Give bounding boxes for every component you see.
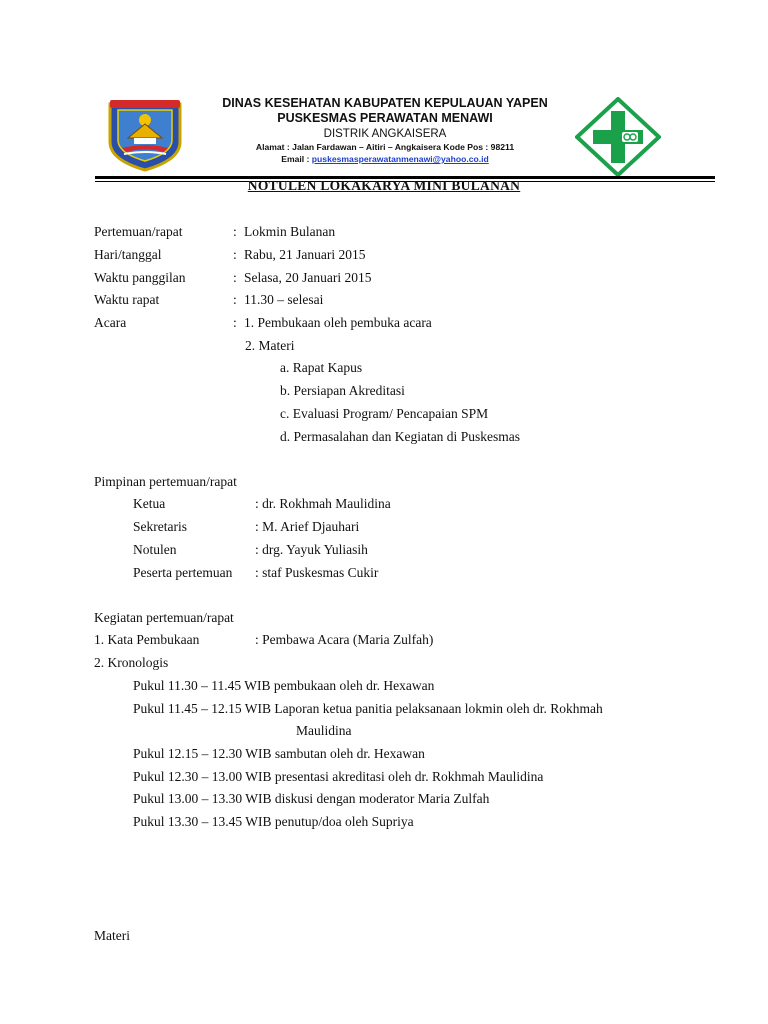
agency-name: DINAS KESEHATAN KABUPATEN KEPULAUAN YAPEN xyxy=(222,96,548,110)
info-colon: : xyxy=(233,315,237,330)
info-colon: : xyxy=(233,247,237,262)
agenda-subitem: c. Evaluasi Program/ Pencapaian SPM xyxy=(280,406,489,421)
leader-role: Sekretaris xyxy=(133,519,187,534)
chronology-label: 2. Kronologis xyxy=(94,655,169,670)
leader-name: : M. Arief Djauhari xyxy=(255,519,360,534)
chronology-item: Pukul 11.45 – 12.15 WIB Laporan ketua panitia pelaksanaan lokmin oleh dr. Rokhmah xyxy=(133,701,603,716)
chronology-item: Pukul 12.30 – 13.00 WIB presentasi akreditasi oleh dr. Rokhmah Maulidina xyxy=(133,769,544,784)
leader-role: Notulen xyxy=(133,542,177,557)
materi-heading: Materi xyxy=(94,928,130,943)
leader-name: : dr. Rokhmah Maulidina xyxy=(255,496,391,511)
chronology-item: Pukul 12.15 – 12.30 WIB sambutan oleh dr. Hexawan xyxy=(133,746,425,761)
chronology-item-continued: Maulidina xyxy=(296,723,352,738)
info-label: Waktu panggilan xyxy=(94,270,186,285)
leader-role: Peserta pertemuan xyxy=(133,565,233,580)
info-colon: : xyxy=(233,224,237,239)
email-link[interactable]: puskesmasperawatanmenawi@yahoo.co.id xyxy=(311,154,489,164)
leader-name: : staf Puskesmas Cukir xyxy=(255,565,379,580)
info-value: 11.30 – selesai xyxy=(244,292,324,307)
info-colon: : xyxy=(233,292,237,307)
email-label: Email : xyxy=(281,154,310,164)
section-heading: Kegiatan pertemuan/rapat xyxy=(94,610,234,625)
opening-value: : Pembawa Acara (Maria Zulfah) xyxy=(255,632,434,647)
leader-name: : drg. Yayuk Yuliasih xyxy=(255,542,368,557)
puskesmas-logo xyxy=(575,97,661,177)
address-line: Alamat : Jalan Fardawan – Aitiri – Angkaisera Kode Pos : 98211 xyxy=(255,142,515,152)
info-colon: : xyxy=(233,270,237,285)
chronology-item: Pukul 13.30 – 13.45 WIB penutup/doa oleh Supriya xyxy=(133,814,414,829)
info-label: Waktu rapat xyxy=(94,292,160,307)
district-name: DISTRIK ANGKAISERA xyxy=(323,128,447,140)
email-line xyxy=(200,154,570,164)
section-heading: Pimpinan pertemuan/rapat xyxy=(94,474,237,489)
info-label: Pertemuan/rapat xyxy=(94,224,183,239)
info-value: Lokmin Bulanan xyxy=(244,224,336,239)
info-value: Rabu, 21 Januari 2015 xyxy=(244,247,366,262)
regency-emblem-logo xyxy=(104,98,186,172)
agenda-subitem: b. Persiapan Akreditasi xyxy=(280,383,405,398)
leader-role: Ketua xyxy=(133,496,166,511)
opening-label: 1. Kata Pembukaan xyxy=(94,632,200,647)
letterhead xyxy=(200,90,570,170)
agenda-subitem: a. Rapat Kapus xyxy=(280,360,363,375)
chronology-item: Pukul 13.00 – 13.30 WIB diskusi dengan moderator Maria Zulfah xyxy=(133,791,490,806)
info-value: Selasa, 20 Januari 2015 xyxy=(244,270,372,285)
info-label: Hari/tanggal xyxy=(94,247,162,262)
document-title: NOTULEN LOKAKARYA MINI BULANAN xyxy=(247,178,521,193)
info-value: 1. Pembukaan oleh pembuka acara xyxy=(244,315,432,330)
facility-name: PUSKESMAS PERAWATAN MENAWI xyxy=(277,111,493,125)
chronology-item: Pukul 11.30 – 11.45 WIB pembukaan oleh dr. Hexawan xyxy=(133,678,435,693)
agenda-item: 2. Materi xyxy=(245,338,295,353)
agenda-subitem: d. Permasalahan dan Kegiatan di Puskesmas xyxy=(280,429,520,444)
info-label: Acara xyxy=(94,315,127,330)
